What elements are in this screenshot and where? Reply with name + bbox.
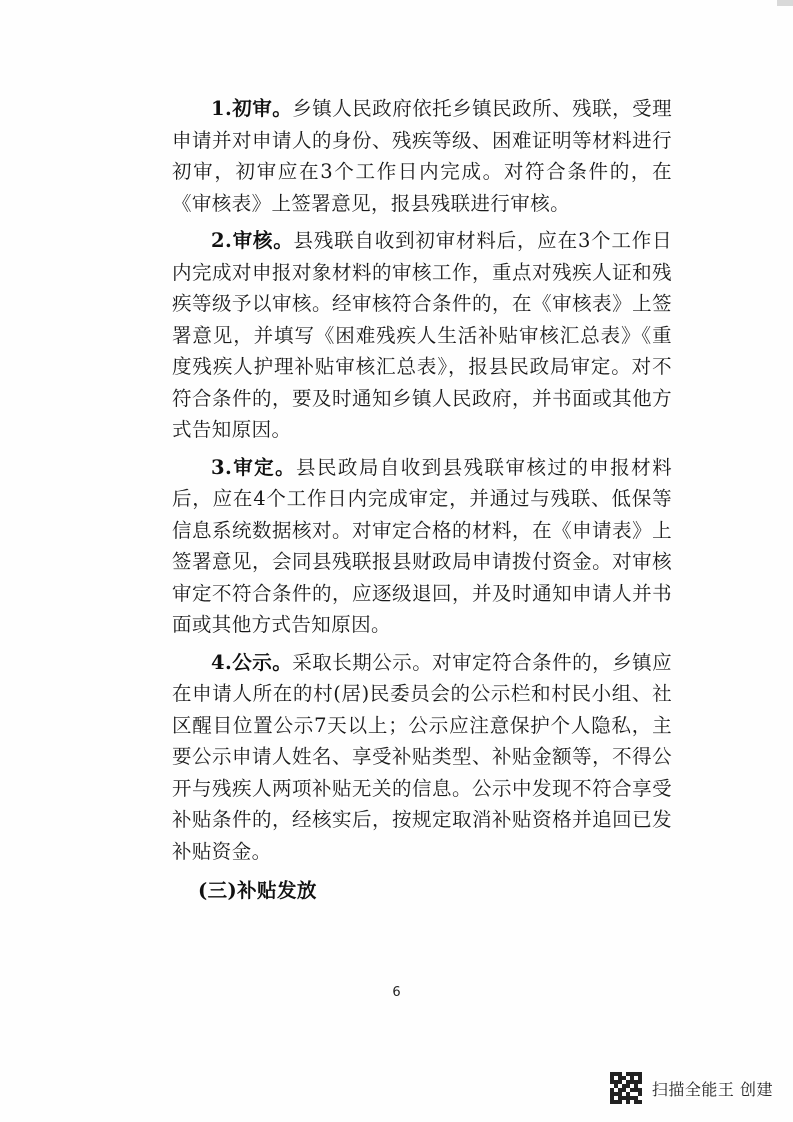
scanner-watermark bbox=[610, 1072, 773, 1104]
paragraph-heading: 3.审定。 bbox=[211, 455, 297, 479]
paragraph-review bbox=[172, 225, 672, 446]
paragraph-text: 乡镇人民政府依托乡镇民政所、残联，受理申请并对申请人的身份、残疾等级、困难证明等材料进行初审，初审应在3个工作日内完成。对符合条件的，在《审核表》上签署意见，报县残联进行审核。 bbox=[172, 97, 672, 215]
paragraph-text: 县民政局自收到县残联审核过的申报材料后，应在4个工作日内完成审定，并通过与残联、低保等信息系统数据核对。对审定合格的材料，在《申请表》上签署意见，会同县残联报县财政局申请拨付资金。对审核审定不符合条件的，应逐级退回，并及时通知申请人并书面或其他方式告知原因。 bbox=[172, 455, 673, 636]
paragraph-heading: 1.初审。 bbox=[211, 97, 293, 120]
page-number: 6 bbox=[392, 985, 401, 1000]
paragraph-heading: 4.公示。 bbox=[211, 650, 293, 674]
qr-code-icon bbox=[610, 1072, 642, 1104]
paragraph-approval bbox=[172, 452, 672, 641]
corner-mark bbox=[777, 0, 793, 6]
paragraph-text: 县残联自收到初审材料后，应在3个工作日内完成对申报对象材料的审核工作，重点对残疾人证和残疾等级予以审核。经审核符合条件的，在《审核表》上签署意见，并填写《困难残疾人生活补贴审核汇总表》《重度残疾人护理补贴审核汇总表》，报县民政局审定。对不符合条件的，要及时通知乡镇人民政府，并书面或其他方式告知原因。 bbox=[172, 229, 673, 441]
paragraph-initial-review bbox=[172, 93, 672, 219]
watermark-text: 扫描全能王 创建 bbox=[651, 1079, 773, 1099]
document-body bbox=[172, 93, 672, 907]
paragraph-publicity bbox=[172, 647, 672, 868]
paragraph-text: 采取长期公示。对审定符合条件的，乡镇应在申请人所在的村(居)民委员会的公示栏和村民小组、社区醒目位置公示7天以上；公示应注意保护个人隐私，主要公示申请人姓名、享受补贴类型、补贴金额等，不得公开与残疾人两项补贴无关的信息。公示中发现不符合享受补贴条件的，经核实后，按规定取消补贴资格并追回已发补贴资金。 bbox=[172, 650, 672, 863]
paragraph-heading: 2.审核。 bbox=[211, 229, 294, 252]
section-title: (三)补贴发放 bbox=[198, 879, 317, 902]
